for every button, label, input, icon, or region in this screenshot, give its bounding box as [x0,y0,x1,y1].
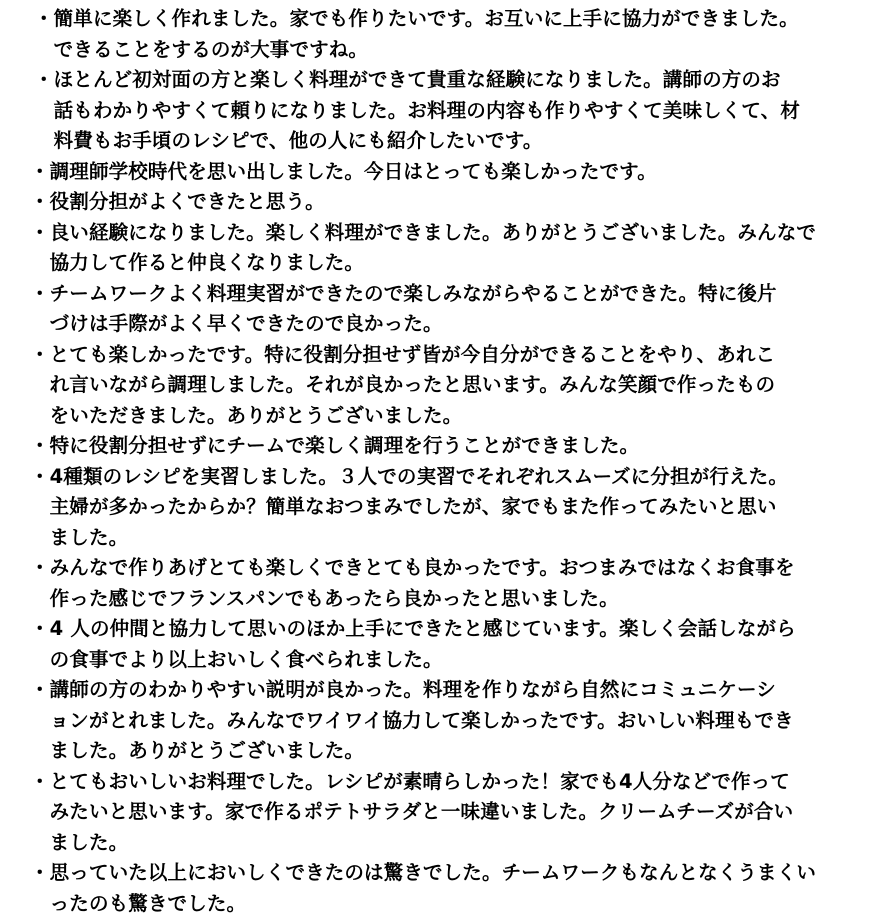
bullet-marker: ・ [30,190,50,213]
list-item [30,462,853,554]
comment-text: 調理師学校時代を思い出しました。今日はとっても楽しかったです。 [49,159,657,183]
bullet-marker: ・ [30,220,50,244]
comment-text: 4種類のレシピを実習しました。３人での実習でそれぞれスムーズに分担が行えた。 主婦が多かったからか？簡単なおつまみでしたが、家でもまた作ってみたいと思い ました。 [49,464,788,549]
list-item [30,4,853,65]
list-item [30,675,853,767]
comment-text: 良い経験になりました。楽しく料理ができました。ありがとうございました。みんなで 協力して作ると仲良くなりました。 [49,220,817,274]
list-item [30,65,853,157]
comment-text: 4 人の仲間と協力して思いのほか上手にできたと感じています。楽しく会話しながら の食事でより以上おいしく食べられました。 [49,617,796,671]
comment-text: 講師の方のわかりやすい説明が良かった。料理を作りながら自然にコミュニケーシ ョンがとれました。みんなでワイワイ協力して楽しかったです。おいしい料理もでき ました。ありがとうございました。 [49,678,794,762]
comment-text: みんなで作りあげとても楽しくできとても良かったです。おつまみではなくお食事を 作った感じでフランスパンでもあったら良かったと思いました。 [49,556,795,610]
bullet-marker: ・ [30,281,50,305]
comment-text: 特に役割分担せずにチームで楽しく調理を行うことができました。 [49,434,640,457]
comment-text: とても楽しかったです。特に役割分担せず皆が今自分ができることをやり、あれこ れ言いながら調理しました。それが良かったと思います。みんな笑顔で作ったもの をいただきました。ありがとうございました。 [49,342,776,427]
list-item [30,218,853,279]
list-item [30,431,853,462]
comment-text: チームワークよく料理実習ができたので楽しみながらやることができた。特に後片 づけは手際がよく早くできたので良かった。 [49,281,777,335]
list-item [30,187,853,218]
bullet-marker: ・ [30,769,50,793]
list-item [30,553,853,614]
bullet-marker: ・ [34,68,54,91]
list-item [30,614,853,675]
comment-text: 役割分担がよくできたと思う。 [49,190,325,213]
comment-text: 思っていた以上においしくできたのは驚きでした。チームワークもなんとなくうまくい ったのも驚きでした。 [49,861,817,915]
list-item [30,767,853,859]
bullet-marker: ・ [30,861,50,884]
list-item [30,858,853,919]
comment-text: 簡単に楽しく作れました。家でも作りたいです。お互いに上手に協力ができました。 できることをするのが大事ですね。 [53,7,799,61]
list-item [30,157,853,188]
list-item [30,279,853,340]
bullet-marker: ・ [30,464,50,488]
bullet-marker: ・ [30,556,50,579]
bullet-marker: ・ [30,342,50,366]
comment-list [30,4,853,919]
comment-text: ほとんど初対面の方と楽しく料理ができて貴重な経験になりました。講師の方のお 話もわかりやすくて頼りになりました。お料理の内容も作りやすくて美味しくて、材 料費もお手頃のレシピで、他の人にも紹介したいです。 [53,68,800,152]
bullet-marker: ・ [34,7,54,30]
bullet-marker: ・ [30,434,50,457]
comment-text: とてもおいしいお料理でした。レシピが素晴らしかった！家でも4人分などで作って みたいと思います。家で作るポテトサラダと一味違いました。クリームチーズが合い ました。 [49,769,794,854]
bullet-marker: ・ [30,678,50,701]
list-item [30,340,853,432]
bullet-marker: ・ [30,159,50,183]
bullet-marker: ・ [30,617,50,640]
